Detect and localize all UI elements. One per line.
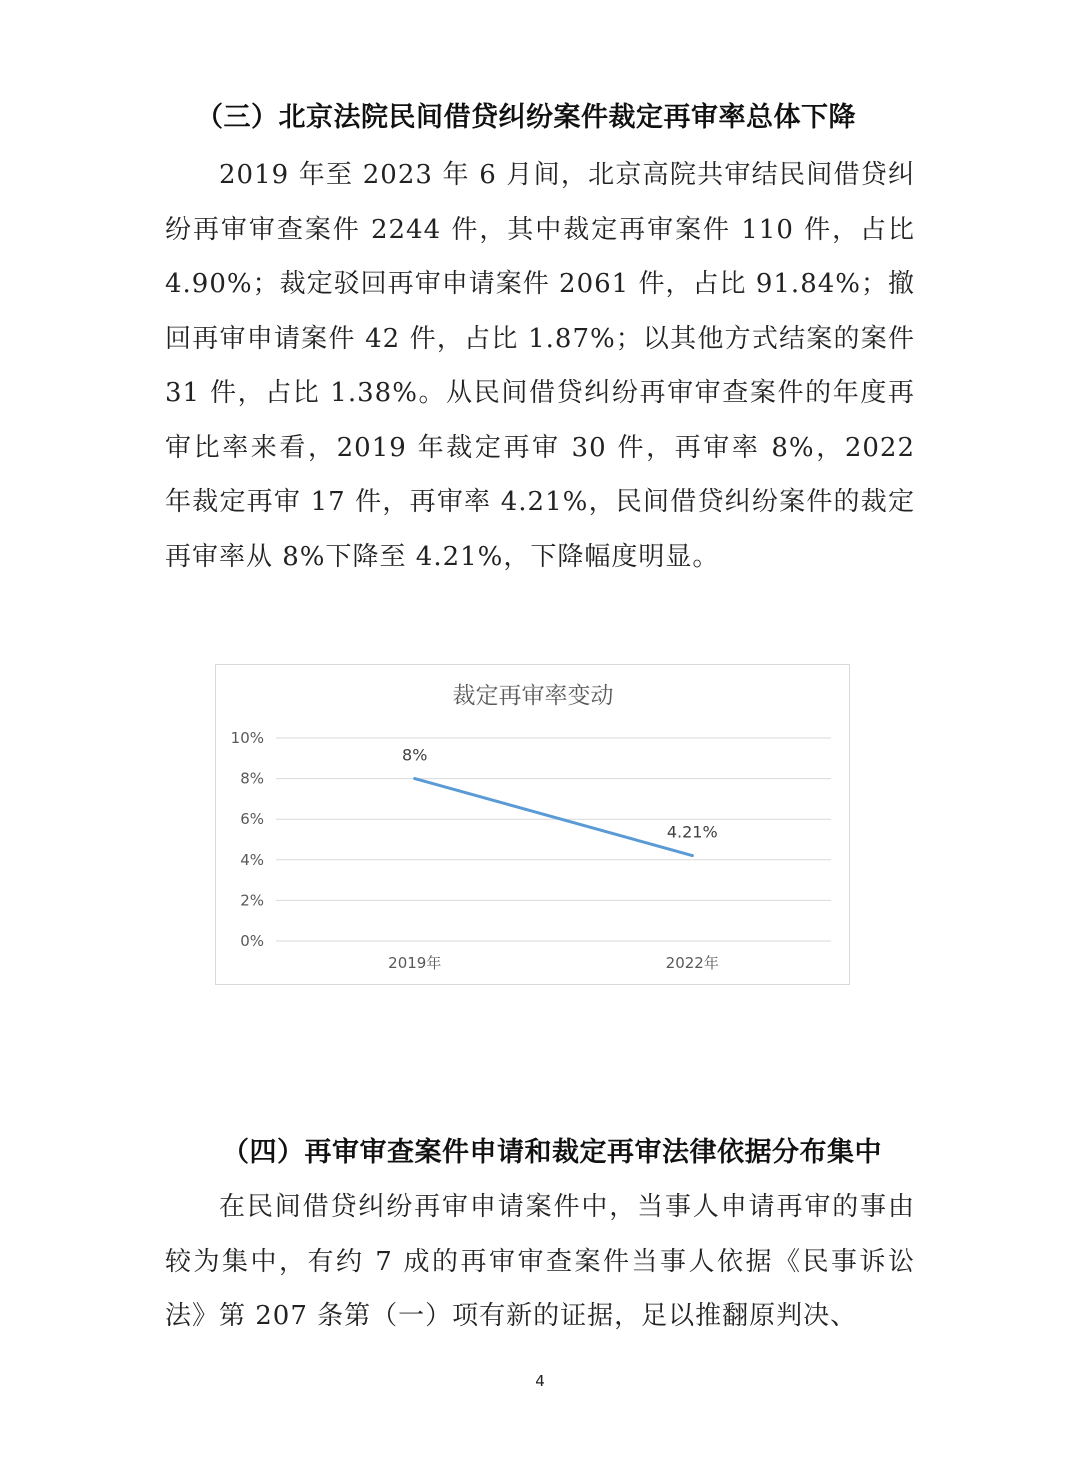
chart-x-ticks <box>388 954 719 972</box>
data-label: 8% <box>402 745 428 765</box>
data-point <box>691 854 694 857</box>
section-paragraph-4: 在民间借贷纠纷再审申请案件中，当事人申请再审的事由较为集中，有约 7 成的再审审查案件当事人依据《民事诉讼法》第 207 条第（一）项有新的证据，足以推翻原判决、 <box>165 1192 915 1331</box>
x-tick-label: 2019年 <box>388 954 442 972</box>
chart-y-ticks <box>231 729 264 950</box>
section-heading-3: （三）北京法院民间借贷纠纷案件裁定再审率总体下降 <box>196 102 856 133</box>
section-paragraph-3: 2019 年至 2023 年 6 月间，北京高院共审结民间借贷纠纷再审审查案件 2244 件，其中裁定再审案件 110 件，占比 4.90%；裁定驳回再审申请案件 2061 件，占比 91.84%；撤回再审申请案件 42 件，占比 1.87%；以其他方式结案的案件 31 件，占比 1.38%。从民间借贷纠纷再审审查案件的年度再审比率来看，2019 年裁定再审 30 件，再审率 8%，2022 年裁定再审 17 件，再审率 4.21%，民间借贷纠纷案件的裁定再审率从 8%下降至 4.21%，下降幅度明显。 <box>165 160 915 572</box>
y-tick-label: 6% <box>240 810 264 829</box>
chart-title: 裁定再审率变动 <box>452 683 614 709</box>
y-tick-label: 2% <box>240 891 264 910</box>
chart-series <box>413 777 694 857</box>
y-tick-label: 10% <box>230 729 264 747</box>
data-label: 4.21% <box>666 822 718 842</box>
y-tick-label: 4% <box>240 850 264 869</box>
chart-data-labels <box>402 746 718 842</box>
data-point <box>413 777 416 780</box>
y-tick-label: 0% <box>240 932 264 950</box>
rate-change-chart <box>215 664 850 985</box>
x-tick-label: 2022年 <box>665 954 719 972</box>
y-tick-label: 8% <box>240 769 264 788</box>
line-chart-svg <box>216 665 851 986</box>
chart-gridlines <box>276 738 831 941</box>
page-number: 4 <box>535 1372 545 1390</box>
section-heading-4: （四）再审审查案件申请和裁定再审法律依据分布集中 <box>222 1137 882 1168</box>
series-line <box>415 779 693 856</box>
